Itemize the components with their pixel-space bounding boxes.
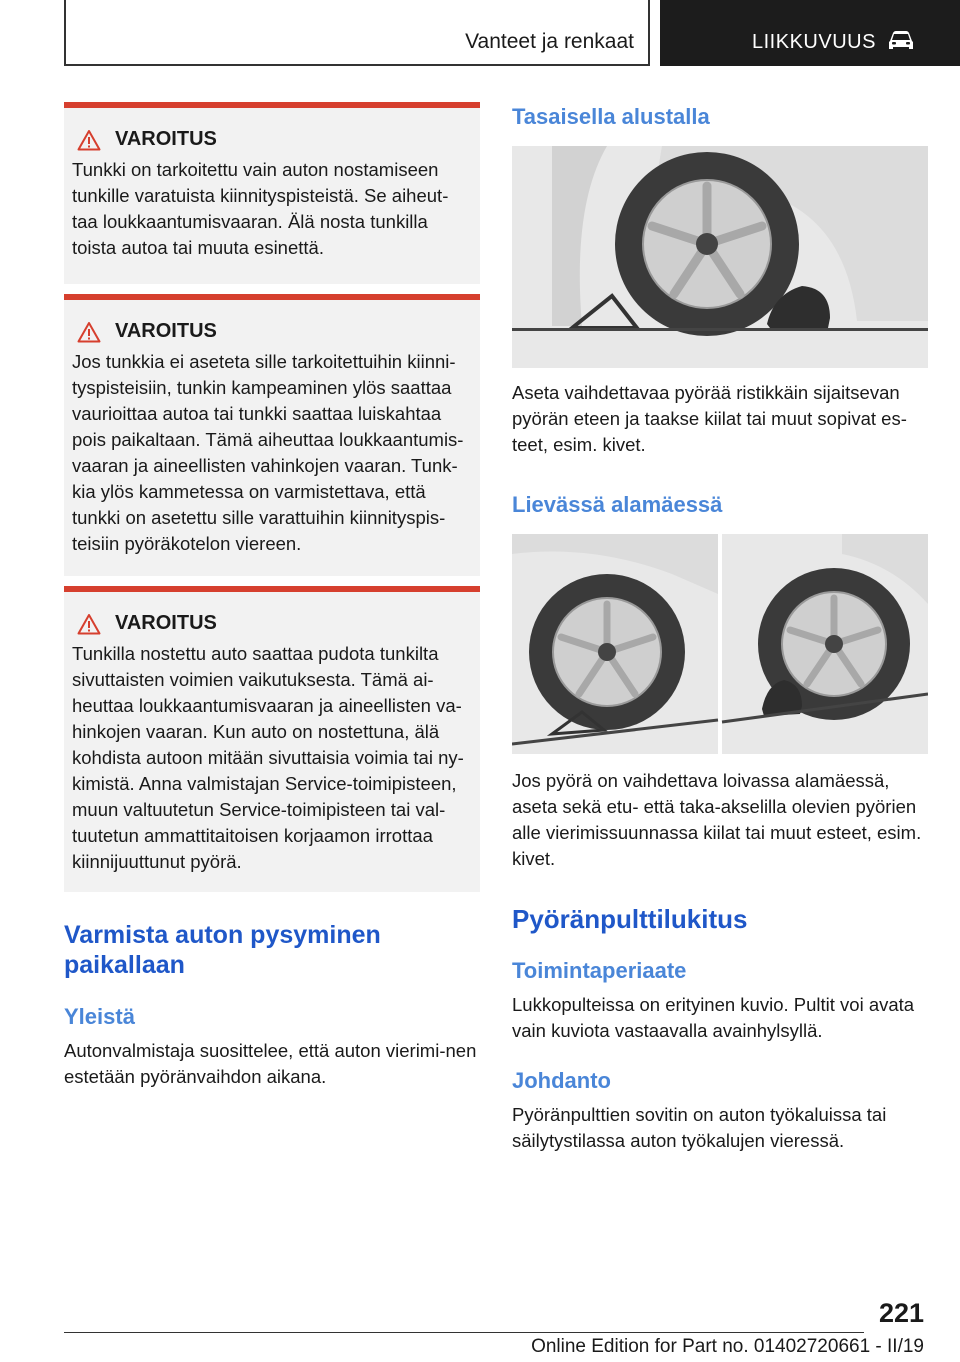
- warning-triangle-icon: [77, 129, 101, 151]
- header-section-box: [660, 0, 960, 66]
- warning-text: Tunkilla nostettu auto saattaa pudota tunkilta sivuttaisten voimien vaikutuksesta. Tämä ai-heuttaa loukkaantumisvaaran ja aineellisten va-hinkojen vaaran. Kun auto on nostettuna, älä kohdista autoon mitään sivuttaisia voimia tai ny-kimistä. Anna valmistajan Service-toimipisteen, muun valtuutetun Service-toimipisteen tai val-tuutetun ammattitaitoisen korjaamon irrottaa kiinnijuuttunut pyörä.: [72, 643, 464, 872]
- subheading: Toimintaperiaate: [512, 958, 687, 983]
- subheading: Tasaisella alustalla: [512, 104, 710, 129]
- warning-label: VAROITUS: [115, 612, 217, 634]
- slope-illustration: [512, 534, 928, 754]
- body-text: Autonvalmistaja suosittelee, että auton vierimi-nen estetään pyöränvaihdon aikana.: [64, 1040, 477, 1087]
- body-text: Jos pyörä on vaihdettava loivassa alamäessä, aseta sekä etu- että taka-akselilla olevien pyörien alle vierimissuunnassa kiilat tai muut esteet, esim. kivet.: [512, 770, 922, 869]
- subheading: Johdanto: [512, 1068, 611, 1093]
- car-icon: [886, 28, 916, 59]
- footer-rule: [64, 1332, 864, 1333]
- warning-label: VAROITUS: [115, 128, 217, 150]
- warning-triangle-icon: [77, 613, 101, 635]
- section-heading: Varmista auton pysyminen paikallaan: [64, 921, 381, 979]
- warning-box: [64, 102, 480, 284]
- warning-text: Tunkki on tarkoitettu vain auton nostamiseen tunkille varatuista kiinnityspisteistä. Se aiheut-taa loukkaantumisvaaran. Älä nosta tunkilla toista autoa tai muuta esinettä.: [72, 159, 449, 258]
- body-text: Pyöränpulttien sovitin on auton työkaluissa tai säilytystilassa auton työkalujen vieressä.: [512, 1104, 887, 1151]
- subheading: Lievässä alamäessä: [512, 492, 723, 517]
- body-text: Lukkopulteissa on erityinen kuvio. Pultit voi avata vain kuviota vastaavalla avainhylsyllä.: [512, 994, 915, 1041]
- section-heading: Pyöränpulttilukitus: [512, 904, 748, 934]
- warning-box: [64, 586, 480, 892]
- body-text: Aseta vaihdettavaa pyörää ristikkäin sijaitsevan pyörän eteen ja taakse kiilat tai muut sopivat es-teet, esim. kivet.: [512, 382, 907, 455]
- warning-box: [64, 294, 480, 576]
- subheading: Yleistä: [64, 1004, 135, 1029]
- edition-note: Online Edition for Part no. 01402720661 - II/19: [531, 1336, 924, 1357]
- warning-text: Jos tunkkia ei aseteta sille tarkoitettuihin kiinni-tyspisteisiin, tunkin kampeaminen ylös saattaa vaurioittaa autoa tai tunkki saattaa luiskahtaa pois paikaltaan. Tämä aiheuttaa loukkaantumis-vaaran ja aineellisten vahinkojen vaaran. Tunk-kia ylös kammetessa on varmistettava, että tunkki on asetettu sille varattuihin kiinnityspis-teisiin pyöräkotelon viereen.: [72, 351, 464, 554]
- chapter-title: Vanteet ja renkaat: [465, 30, 634, 53]
- flat-ground-illustration: [512, 146, 928, 368]
- header-chapter-box: [64, 0, 650, 66]
- warning-triangle-icon: [77, 321, 101, 343]
- section-title: LIIKKUVUUS: [752, 31, 876, 53]
- warning-label: VAROITUS: [115, 320, 217, 342]
- page-number: 221: [878, 1298, 924, 1328]
